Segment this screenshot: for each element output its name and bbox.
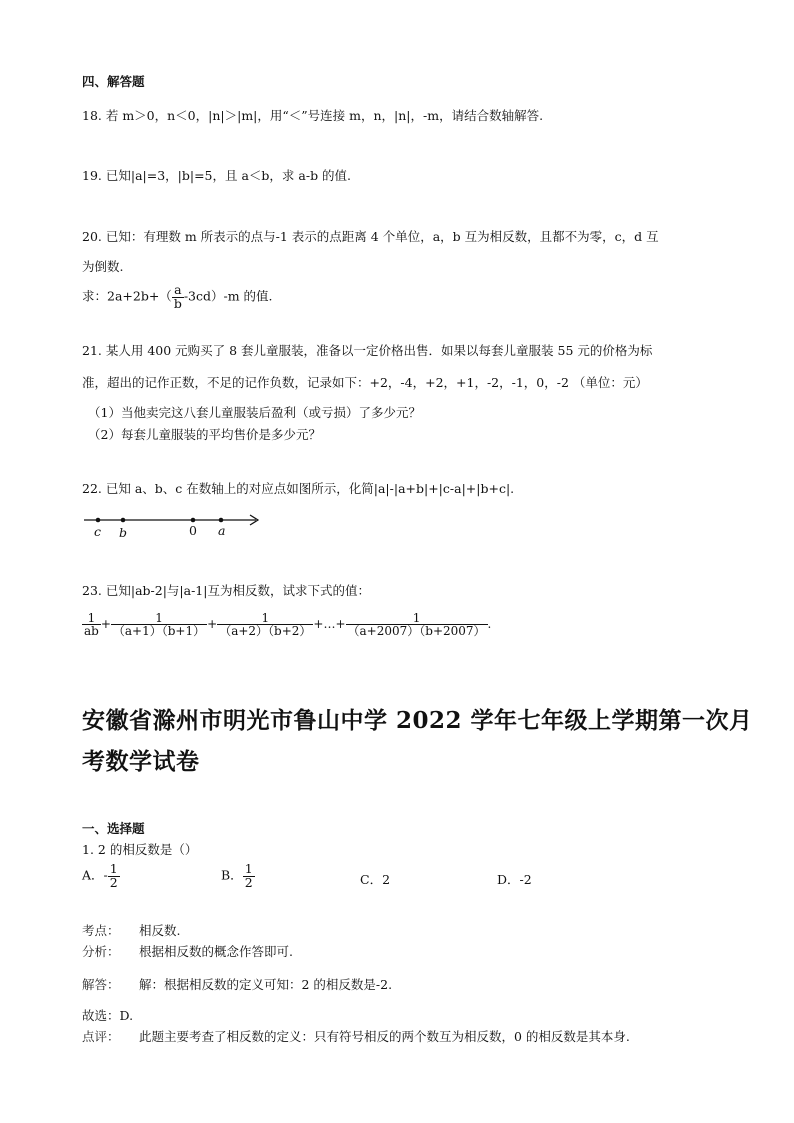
- question-21-sub1: （1）当他卖完这八套儿童服装后盈利（或亏损）了多少元？: [88, 405, 421, 420]
- q23-frac-3-den: （a+2）（b+2）: [219, 624, 312, 638]
- option-a-den: 2: [109, 874, 118, 890]
- q20-fraction: [172, 284, 184, 310]
- option-b-num: 1: [244, 861, 253, 876]
- question-20-line1: 20. 已知：有理数 m 所表示的点与-1 表示的点距离 4 个单位，a，b 互为相反数，且都不为零，c，d 互: [82, 229, 659, 244]
- option-a-num: 1: [109, 861, 118, 876]
- q23-ellipsis: +…+: [313, 617, 346, 631]
- number-line-label-b: b: [119, 525, 128, 540]
- option-a: [82, 863, 120, 889]
- question-22: 22. 已知 a、b、c 在数轴上的对应点如图所示，化简|a|-|a+b|+|c-a|+|b+c|.: [82, 481, 515, 496]
- q23-frac-4-num: 1: [346, 612, 488, 625]
- q23-frac-2-num: 1: [111, 612, 207, 625]
- option-b-label: B．: [221, 867, 243, 883]
- number-line-label-c: c: [94, 524, 102, 539]
- q23-frac-1-num: 1: [82, 612, 101, 625]
- q20-expr-suffix: -3cd）-m 的值.: [183, 288, 273, 304]
- question-19: 19. 已知|a|=3，|b|=5，且 a＜b，求 a-b 的值.: [82, 168, 352, 183]
- q23-frac-2: [111, 612, 207, 637]
- exam-title-line1: 安徽省滁州市明光市鲁山中学 2022 学年七年级上学期第一次月: [82, 707, 753, 734]
- question-20-line2: 为倒数.: [82, 259, 124, 274]
- jieda-text: 解：根据相反数的定义可知：2 的相反数是-2.: [139, 977, 393, 992]
- q23-frac-1-den: ab: [84, 624, 99, 638]
- section-heading-choice: 一、选择题: [82, 821, 145, 836]
- section-heading-answers: 四、解答题: [82, 74, 145, 89]
- question-21-sub2: （2）每套儿童服装的平均售价是多少元？: [88, 427, 321, 442]
- fenxi-text: 根据相反数的概念作答即可.: [139, 944, 293, 959]
- question-23-expression: [82, 612, 491, 637]
- question-21-line1: 21. 某人用 400 元购买了 8 套儿童服装，准备以一定价格出售．如果以每套儿童服装 55 元的价格为标: [82, 343, 653, 358]
- dianping-label: 点评：: [82, 1029, 120, 1044]
- dianping-text: 此题主要考查了相反数的定义：只有符号相反的两个数互为相反数，0 的相反数是其本身.: [139, 1029, 630, 1044]
- q23-frac-1: [82, 612, 101, 637]
- point-a: [219, 518, 224, 523]
- option-c: C．2: [360, 872, 391, 887]
- jieda-label: 解答：: [82, 977, 120, 992]
- point-c: [96, 518, 101, 523]
- option-a-label: A．-: [82, 867, 108, 883]
- point-zero: [191, 518, 196, 523]
- question-18: 18. 若 m＞0，n＜0，|n|＞|m|，用“＜”号连接 m，n，|n|，-m，请结合数轴解答.: [82, 108, 544, 123]
- q23-frac-3-num: 1: [217, 612, 313, 625]
- option-a-fraction: [108, 863, 120, 889]
- option-b: [221, 863, 255, 889]
- q23-frac-2-den: （a+1）（b+1）: [112, 624, 206, 638]
- option-b-fraction: [243, 863, 255, 889]
- q20-frac-num: a: [172, 284, 184, 298]
- number-line-label-0: 0: [189, 523, 197, 538]
- point-b: [121, 518, 126, 523]
- fenxi-label: 分析：: [82, 944, 120, 959]
- kaodian-label: 考点：: [82, 923, 120, 938]
- q20-expr-prefix: 求：2a+2b+（: [82, 288, 172, 304]
- exam-title-line2: 考数学试卷: [82, 748, 200, 775]
- number-line-figure: [80, 508, 270, 544]
- number-line-label-a: a: [218, 523, 226, 538]
- q20-frac-den: b: [173, 295, 182, 311]
- option-b-den: 2: [244, 874, 253, 890]
- q23-frac-3: [217, 612, 313, 637]
- question-21-line2: 准，超出的记作正数，不足的记作负数，记录如下：+2，-4，+2，+1，-2，-1，0，-2 （单位：元）: [82, 375, 648, 390]
- q23-plus: +: [207, 617, 218, 631]
- q23-end: .: [487, 617, 492, 631]
- kaodian-text: 相反数.: [139, 923, 181, 938]
- q23-plus: +: [100, 617, 111, 631]
- question-1-stem: 1. 2 的相反数是（）: [82, 842, 198, 857]
- question-23: 23. 已知|ab-2|与|a-1|互为相反数，试求下式的值：: [82, 583, 370, 598]
- q23-frac-4-den: （a+2007）（b+2007）: [347, 624, 486, 638]
- guxuan-text: 故选：D.: [82, 1008, 134, 1023]
- question-20-expression: [82, 284, 273, 310]
- q23-frac-4: [346, 612, 488, 637]
- option-d: D．-2: [497, 872, 532, 887]
